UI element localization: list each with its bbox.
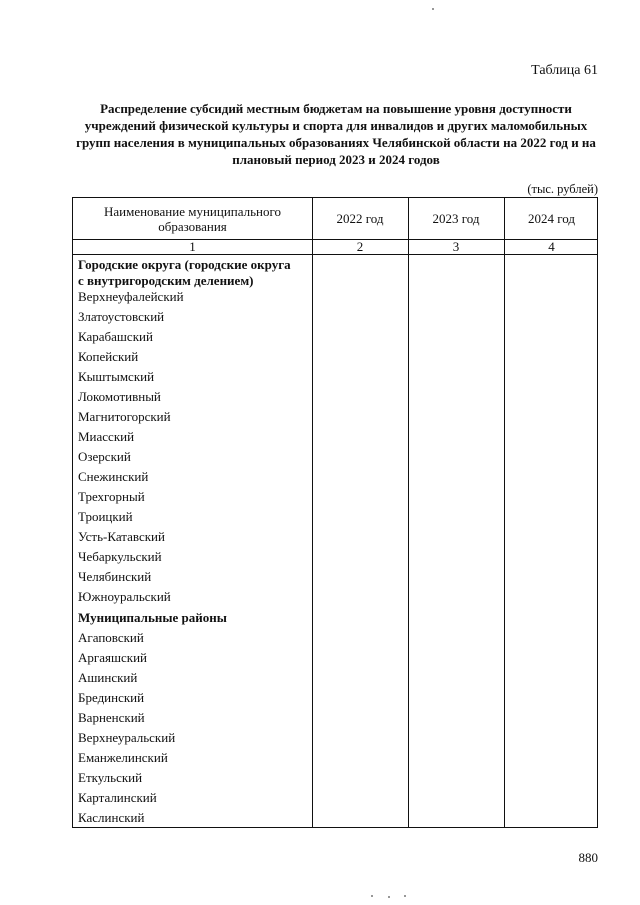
- header-name-text: Наименование муниципального образования: [103, 203, 282, 234]
- section-urban-line1: Городские округа (городские округа: [78, 257, 291, 272]
- col-number-4: 4: [548, 239, 555, 254]
- table-row: Ашинский: [78, 670, 138, 685]
- table-row: Брединский: [78, 690, 145, 705]
- table-row: Каслинский: [78, 810, 145, 825]
- table-row: Озерский: [78, 449, 131, 464]
- table-row: Челябинский: [78, 569, 152, 584]
- document-title: Распределение субсидий местным бюджетам на повышение уровня доступности учреждений физической культуры и спорта для инвалидов и других маломобильных групп населения в муниципальных образованиях Челябинской области на 2022 год и на плановый период 2023 и 2024 годов: [76, 101, 596, 167]
- column-divider: [408, 198, 409, 827]
- section-urban-line2: с внутригородским делением): [78, 273, 254, 288]
- table-row: Чебаркульский: [78, 549, 162, 564]
- table-row: Троицкий: [78, 509, 133, 524]
- table-row: Еманжелинский: [78, 750, 168, 765]
- table-row: Еткульский: [78, 770, 143, 785]
- table-row: Усть-Катавский: [78, 529, 165, 544]
- table-row: Локомотивный: [78, 389, 161, 404]
- header-name: [73, 198, 312, 239]
- table-row: Миасский: [78, 429, 135, 444]
- table-row: Верхнеуральский: [78, 730, 176, 745]
- table-label: Таблица 61: [531, 63, 598, 78]
- scan-speck: [371, 895, 373, 897]
- scan-speck: [388, 896, 390, 898]
- table-row: Кыштымский: [78, 369, 155, 384]
- table-row: Южноуральский: [78, 589, 171, 604]
- table-row: Карталинский: [78, 790, 157, 805]
- table-row: Златоустовский: [78, 309, 165, 324]
- section-districts: Муниципальные районы: [78, 610, 227, 625]
- header-2022: 2022 год: [336, 211, 384, 226]
- table-row: Копейский: [78, 349, 139, 364]
- column-divider: [504, 198, 505, 827]
- table-row: Магнитогорский: [78, 409, 171, 424]
- scan-speck: [432, 8, 434, 10]
- table-row: Агаповский: [78, 630, 144, 645]
- table-row: Снежинский: [78, 469, 149, 484]
- table-row: Трехгорный: [78, 489, 145, 504]
- header-2024: 2024 год: [528, 211, 575, 226]
- header-2023: 2023 год: [432, 211, 480, 226]
- subsidy-table: [72, 197, 598, 828]
- table-row: Верхнеуфалейский: [78, 289, 184, 304]
- scan-speck: [404, 895, 406, 897]
- table-row: Варненский: [78, 710, 145, 725]
- table-row: Аргаяшский: [78, 650, 147, 665]
- units-label: (тыс. рублей): [527, 182, 598, 196]
- page-number: 880: [578, 850, 598, 865]
- col-number-1: 1: [189, 239, 196, 254]
- table-row: Карабашский: [78, 329, 153, 344]
- col-number-3: 3: [452, 239, 460, 254]
- header-divider: [73, 254, 597, 255]
- col-number-2: 2: [356, 239, 364, 254]
- column-divider: [312, 198, 313, 827]
